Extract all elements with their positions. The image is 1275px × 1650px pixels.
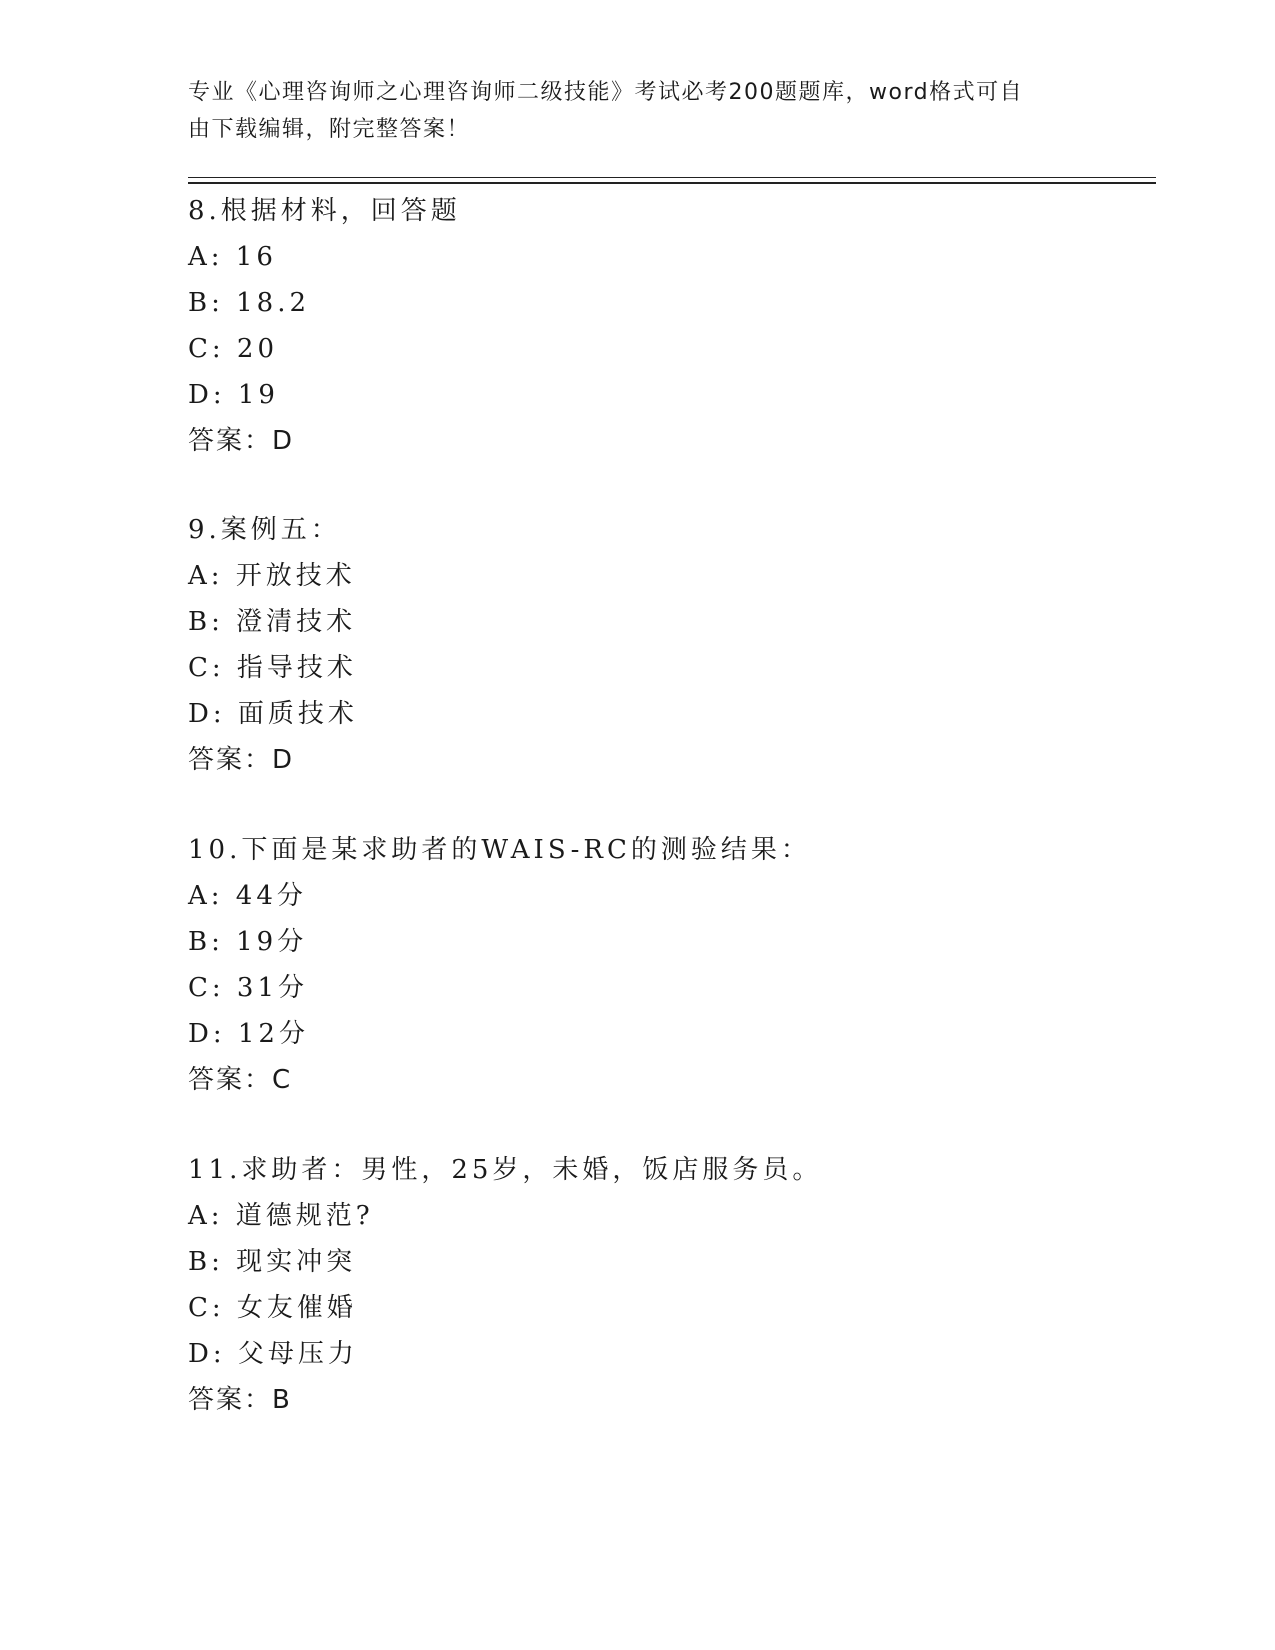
option-a: A: 16: [188, 242, 277, 272]
option-d: D: 19: [188, 380, 279, 410]
header-divider-thin: [188, 177, 1156, 178]
answer-label: 答案：C: [188, 1065, 293, 1095]
question-block-11: [188, 1147, 1088, 1423]
option-c: C: 女友催婚: [188, 1293, 357, 1323]
option-b: B: 澄清技术: [188, 607, 357, 637]
option-d: D: 面质技术: [188, 699, 358, 729]
option-c: C: 指导技术: [188, 653, 357, 683]
question-title: 8.根据材料，回答题: [188, 196, 461, 226]
header-divider-thick: [188, 182, 1156, 184]
document-header: [188, 74, 1088, 148]
answer-label: 答案：D: [188, 745, 295, 775]
answer-label: 答案：D: [188, 426, 295, 456]
option-b: B: 现实冲突: [188, 1247, 357, 1277]
question-block-9: [188, 507, 1088, 783]
question-block-8: [188, 188, 1088, 464]
question-block-10: [188, 827, 1088, 1103]
option-a: A: 开放技术: [188, 561, 356, 591]
answer-label: 答案：B: [188, 1385, 292, 1415]
question-title: 10.下面是某求助者的WAIS-RC的测验结果：: [188, 835, 811, 865]
option-b: B: 19分: [188, 927, 308, 957]
option-c: C: 20: [188, 334, 279, 364]
option-c: C: 31分: [188, 973, 309, 1003]
question-title: 9.案例五：: [188, 515, 341, 545]
option-a: A: 道德规范?: [188, 1201, 374, 1231]
header-line-1: 专业《心理咨询师之心理咨询师二级技能》考试必考200题题库，word格式可自: [188, 80, 1024, 105]
option-d: D: 父母压力: [188, 1339, 358, 1369]
question-title: 11.求助者：男性，25岁，未婚，饭店服务员。: [188, 1155, 823, 1185]
header-line-2: 由下载编辑，附完整答案！: [188, 117, 471, 142]
option-b: B: 18.2: [188, 288, 311, 318]
option-a: A: 44分: [188, 881, 307, 911]
option-d: D: 12分: [188, 1019, 309, 1049]
